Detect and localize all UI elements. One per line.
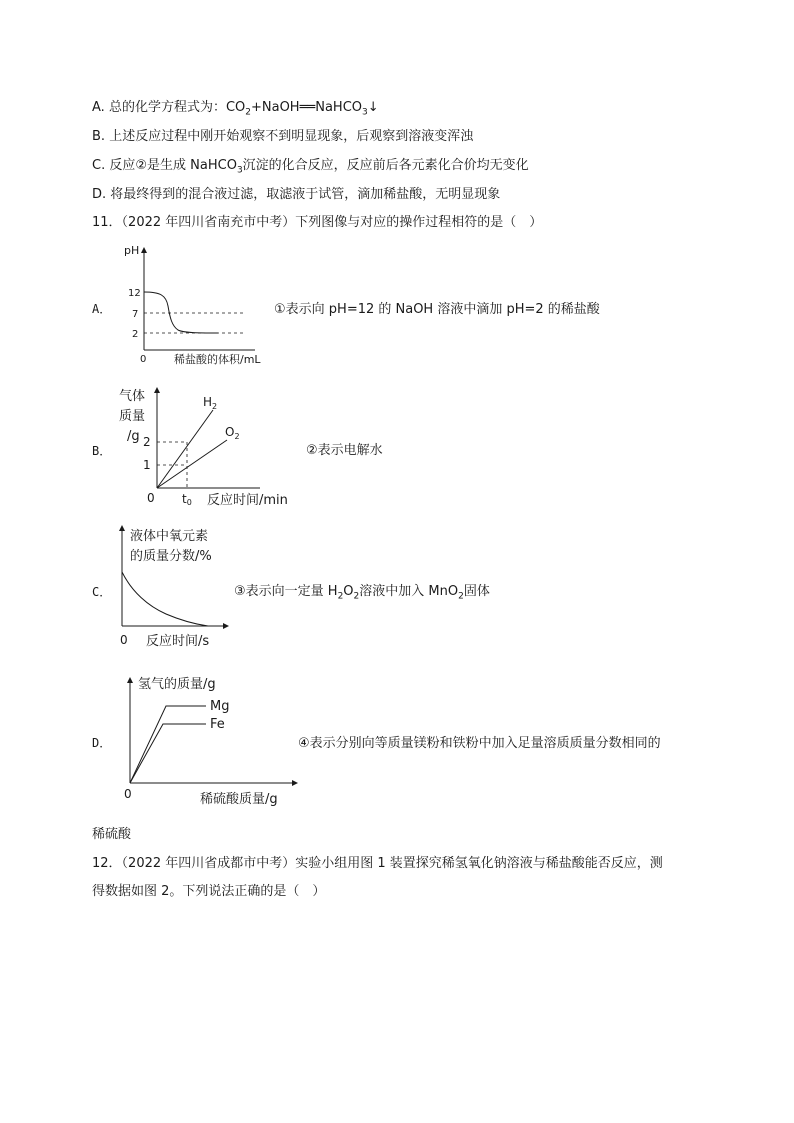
chart-a-curve [144, 292, 218, 333]
chart-b [115, 382, 295, 512]
prev-option-a: A. 总的化学方程式为：$CO_2+NaOH══NaHCO_3↓$ [92, 100, 379, 118]
chart-c-ylabel-1: 液体中氧元素 [130, 529, 209, 544]
chart-d-ylabel: 氢气的质量/g [138, 677, 216, 692]
q11-option-c-label: C． [92, 585, 112, 599]
chart-b-tick-1: 1 [143, 458, 151, 472]
chart-b-tick-2: 2 [143, 435, 151, 449]
q11-stem: 11．（2022 年四川省南充市中考）下列图像与对应的操作过程相符的是（ ） [92, 215, 543, 230]
chart-d-label-fe: Fe [210, 717, 225, 732]
q11-option-a-text: ①表示向 pH=12 的 NaOH 溶液中滴加 pH=2 的稀盐酸 [274, 302, 600, 317]
q11-option-d-label: D． [92, 736, 112, 750]
chart-b-label-h2: $H_2$ [203, 395, 218, 411]
q11-option-d-text: ④表示分别向等质量镁粉和铁粉中加入足量溶质质量分数相同的 [298, 736, 661, 751]
chart-b-tick-t0: t0 [182, 492, 192, 507]
q11-option-b-text: ②表示电解水 [306, 443, 383, 458]
chart-a-tick-7: 7 [132, 309, 139, 320]
chart-b-xlabel: 反应时间/min [207, 493, 288, 508]
chart-a [120, 240, 280, 365]
prev-option-d: D. 将最终得到的混合液过滤，取滤液于试管，滴加稀盐酸，无明显现象 [92, 187, 501, 202]
chart-c-origin: 0 [120, 633, 128, 647]
chart-d-label-mg: Mg [210, 699, 230, 714]
chart-a-origin: 0 [140, 354, 147, 365]
chart-d-series-mg [130, 706, 206, 783]
chart-c-curve [122, 572, 208, 626]
chart-d [120, 670, 300, 810]
chart-a-xlabel: 稀盐酸的体积/mL [174, 353, 261, 366]
chart-b-origin: 0 [147, 491, 155, 505]
chart-d-xlabel: 稀硫酸质量/g [200, 792, 278, 807]
prev-option-b: B. 上述反应过程中刚开始观察不到明显现象，后观察到溶液变浑浊 [92, 129, 474, 144]
q12-stem-line1: 12．（2022 年四川省成都市中考）实验小组用图 1 装置探究稀氢氧化钠溶液与稀盐酸能否反应，测 [92, 856, 663, 871]
chart-c-ylabel-2: 的质量分数/% [130, 549, 212, 564]
chart-a-tick-12: 12 [128, 288, 141, 299]
q11-option-b-label: B． [92, 444, 112, 458]
chart-b-series-h2 [157, 410, 213, 488]
chart-b-ylabel-3: /g [127, 429, 140, 444]
chart-b-ylabel-1: 气体 [119, 389, 146, 404]
chart-b-label-o2: $O_2$ [225, 425, 240, 441]
chart-b-series-o2 [157, 440, 227, 488]
chart-c-xlabel: 反应时间/s [146, 634, 210, 649]
chart-d-origin: 0 [124, 787, 132, 801]
q11-option-d-wrap: 稀硫酸 [92, 827, 132, 842]
q11-option-a-label: A． [92, 302, 112, 316]
chart-a-ylabel: pH [124, 244, 140, 257]
chart-a-tick-2: 2 [132, 329, 139, 340]
chart-b-ylabel-2: 质量 [119, 409, 146, 424]
chart-d-series-fe [130, 724, 206, 783]
q12-stem-line2: 得数据如图 2。下列说法正确的是（ ） [92, 884, 326, 899]
q11-option-c-text: ③表示向一定量 $H_2O_2$溶液中加入 MnO$_2$固体 [234, 584, 490, 602]
prev-option-c: C. 反应②是生成 NaHCO$_3$沉淀的化合反应，反应前后各元素化合价均无变化 [92, 158, 529, 176]
